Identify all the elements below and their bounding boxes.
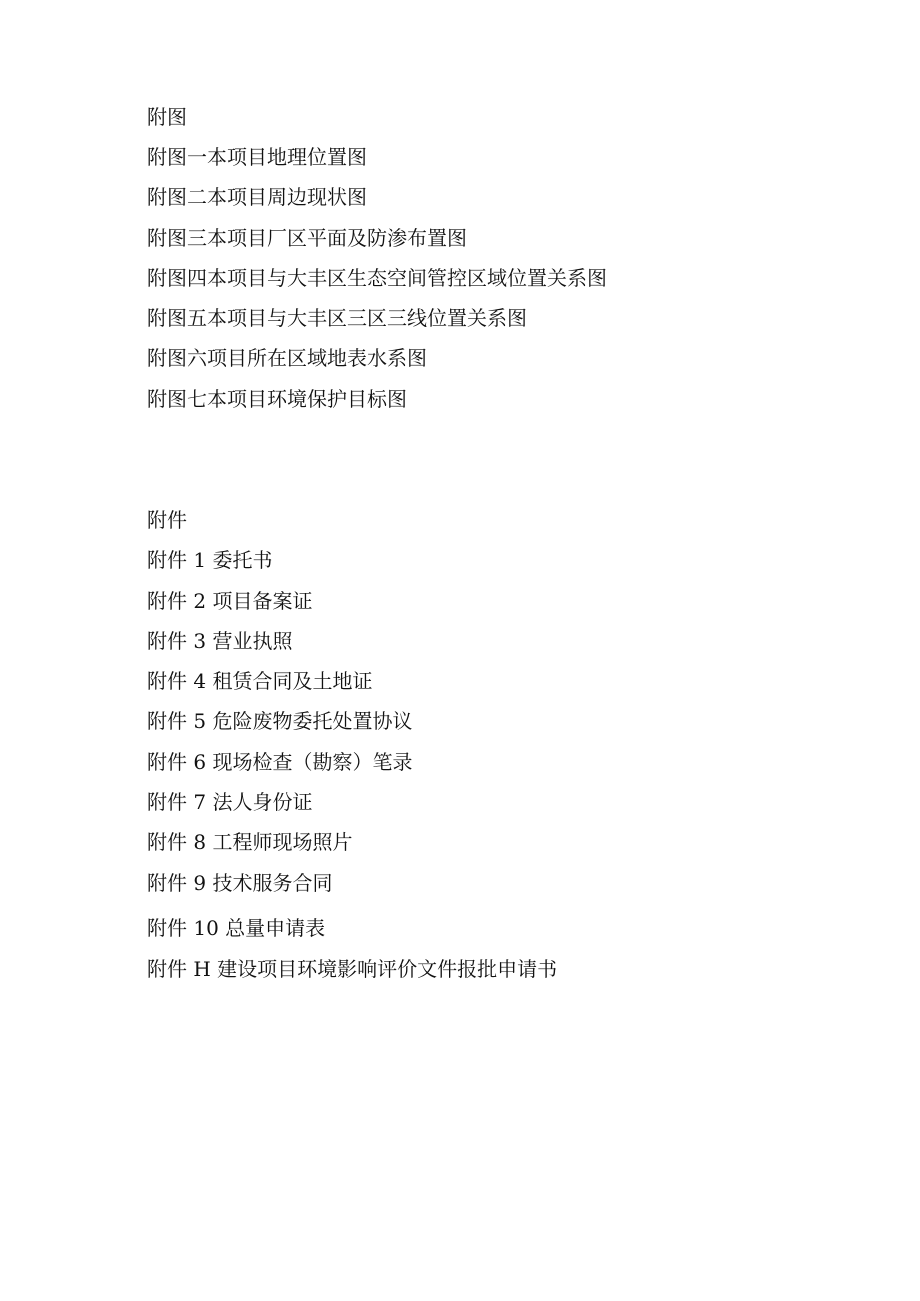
figure-item: 附图六项目所在区域地表水系图 bbox=[147, 346, 427, 370]
figure-item: 附图四本项目与大丰区生态空间管控区域位置关系图 bbox=[147, 266, 607, 290]
figures-heading: 附图 bbox=[147, 105, 187, 129]
attachment-item: 附件 2 项目备案证 bbox=[147, 589, 313, 613]
attachment-item: 附件 5 危险废物委托处置协议 bbox=[147, 709, 413, 733]
attachment-item: 附件 3 营业执照 bbox=[147, 629, 293, 653]
attachment-item: 附件 4 租赁合同及土地证 bbox=[147, 669, 373, 693]
attachment-item: 附件 H 建设项目环境影响评价文件报批申请书 bbox=[147, 957, 558, 981]
figure-item: 附图五本项目与大丰区三区三线位置关系图 bbox=[147, 306, 527, 330]
attachment-item: 附件 9 技术服务合同 bbox=[147, 871, 333, 895]
figure-item: 附图七本项目环境保护目标图 bbox=[147, 387, 407, 411]
figure-item: 附图二本项目周边现状图 bbox=[147, 185, 367, 209]
attachment-item: 附件 8 工程师现场照片 bbox=[147, 830, 353, 854]
attachment-item: 附件 7 法人身份证 bbox=[147, 790, 313, 814]
attachment-item: 附件 10 总量申请表 bbox=[147, 916, 326, 940]
attachment-item: 附件 1 委托书 bbox=[147, 548, 273, 572]
attachments-heading: 附件 bbox=[147, 508, 187, 532]
attachment-item: 附件 6 现场检查（勘察）笔录 bbox=[147, 750, 413, 774]
figure-item: 附图三本项目厂区平面及防渗布置图 bbox=[147, 226, 467, 250]
figure-item: 附图一本项目地理位置图 bbox=[147, 145, 367, 169]
